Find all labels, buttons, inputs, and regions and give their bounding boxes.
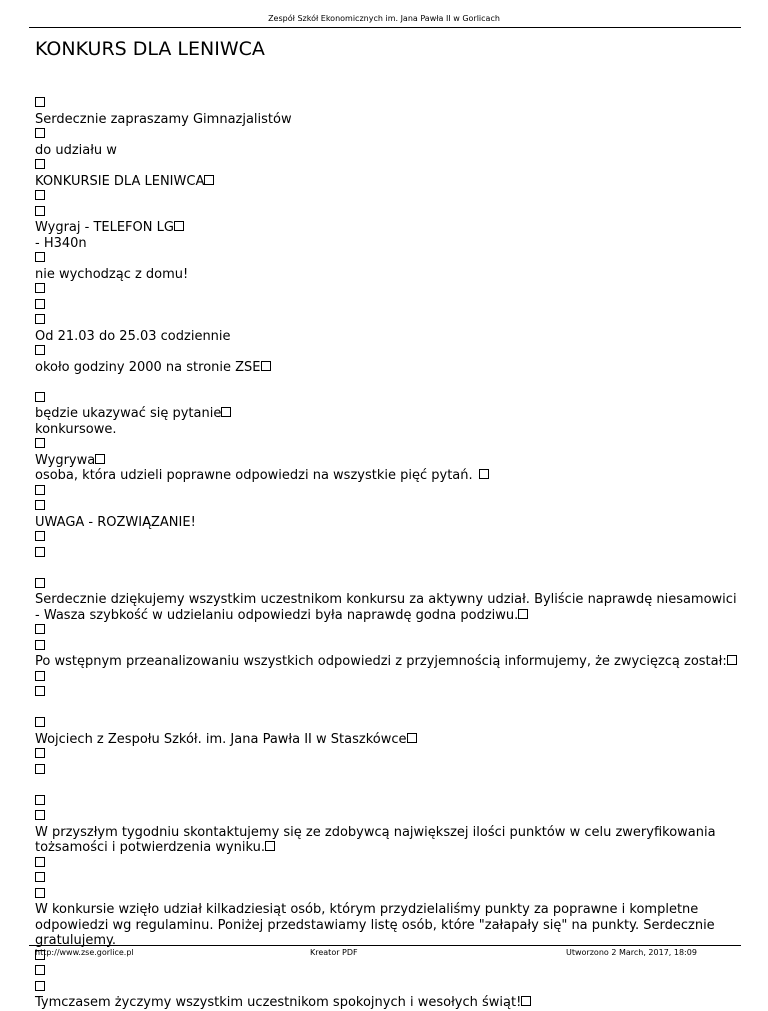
blank-line — [35, 375, 740, 391]
placeholder-glyph-row — [35, 980, 740, 996]
solution-heading: UWAGA - ROZWIĄZANIE! — [35, 514, 196, 530]
dates-text: Od 21.03 do 25.03 codziennie — [35, 328, 231, 344]
placeholder-glyph-row — [35, 763, 740, 779]
placeholder-glyph-row — [35, 546, 740, 562]
article-body — [35, 96, 740, 1011]
analysis-text: Po wstępnym przeanalizowaniu wszystkich odpowiedzi z przyjemnością informujemy, że zwycięzcą został: — [35, 654, 727, 669]
placeholder-glyph-row — [35, 344, 740, 360]
missing-glyph-icon — [35, 500, 45, 510]
placeholder-glyph-row — [35, 639, 740, 655]
question-text: będzie ukazywać się pytanie — [35, 406, 222, 421]
missing-glyph-icon — [35, 299, 45, 309]
missing-glyph-icon — [221, 407, 231, 417]
placeholder-glyph-row — [35, 484, 740, 500]
missing-glyph-icon — [204, 175, 214, 185]
participation-text: do udziału w — [35, 142, 117, 158]
missing-glyph-icon — [35, 159, 45, 169]
missing-glyph-icon — [35, 128, 45, 138]
missing-glyph-icon — [35, 748, 45, 758]
placeholder-glyph-row — [35, 716, 740, 732]
wishes-row — [35, 995, 740, 1011]
placeholder-glyph-row — [35, 189, 740, 205]
missing-glyph-icon — [35, 547, 45, 557]
placeholder-glyph-row — [35, 964, 740, 980]
missing-glyph-icon — [261, 361, 271, 371]
missing-glyph-icon — [35, 764, 45, 774]
invite-text: Serdecznie zapraszamy Gimnazjalistów — [35, 111, 292, 127]
phone-model-text: - H340n — [35, 235, 87, 251]
placeholder-glyph-row — [35, 391, 740, 407]
winner-rule-text: osoba, która udzieli poprawne odpowiedzi na wszystkie pięć pytań. — [35, 468, 473, 483]
analysis-row — [35, 654, 740, 670]
missing-glyph-icon — [407, 733, 417, 743]
placeholder-glyph-row — [35, 670, 740, 686]
footer-url: http://www.zse.gorlice.pl — [35, 948, 134, 957]
contest-name-row — [35, 174, 740, 190]
placeholder-glyph-row — [35, 747, 740, 763]
next-week-text: W przyszłym tygodniu skontaktujemy się ze zdobywcą największej ilości punktów w celu zweryfikowania tożsamości i potwierdzenia wyniku. — [35, 824, 716, 855]
placeholder-glyph-row — [35, 127, 740, 143]
placeholder-glyph-row — [35, 871, 740, 887]
missing-glyph-icon — [35, 283, 45, 293]
placeholder-glyph-row — [35, 809, 740, 825]
blank-line — [35, 778, 740, 794]
missing-glyph-icon — [35, 888, 45, 898]
missing-glyph-icon — [35, 640, 45, 650]
header-divider — [29, 27, 741, 28]
missing-glyph-icon — [35, 252, 45, 262]
footer-generator: Kreator PDF — [310, 948, 358, 957]
question-cont-text: konkursowe. — [35, 421, 117, 437]
wishes-text: Tymczasem życzymy wszystkim uczestnikom spokojnych i wesołych świąt! — [35, 995, 522, 1010]
winner-label-row — [35, 453, 740, 469]
winner-rule-row — [35, 468, 740, 484]
footer-divider — [29, 945, 741, 946]
placeholder-glyph-row — [35, 298, 740, 314]
contest-name-text: KONKURSIE DLA LENIWCA — [35, 173, 205, 189]
missing-glyph-icon — [35, 810, 45, 820]
placeholder-glyph-row — [35, 856, 740, 872]
placeholder-glyph-row — [35, 794, 740, 810]
placeholder-glyph-row — [35, 96, 740, 112]
time-row — [35, 360, 740, 376]
missing-glyph-icon — [35, 97, 45, 107]
missing-glyph-icon — [174, 221, 184, 231]
thanks-row — [35, 592, 740, 623]
missing-glyph-icon — [35, 981, 45, 991]
missing-glyph-icon — [35, 392, 45, 402]
missing-glyph-icon — [35, 965, 45, 975]
thanks-text: Serdecznie dziękujemy wszystkim uczestnikom konkursu za aktywny udział. Byliście naprawdę niesamowici - Wasza szybkość w udzielaniu odpowiedzi była naprawdę godna podziwu. — [35, 592, 737, 623]
placeholder-glyph-row — [35, 282, 740, 298]
blank-line — [35, 701, 740, 717]
placeholder-glyph-row — [35, 313, 740, 329]
placeholder-glyph-row — [35, 205, 740, 221]
missing-glyph-icon — [479, 469, 489, 479]
winner-name-row — [35, 732, 740, 748]
missing-glyph-icon — [521, 996, 531, 1006]
missing-glyph-icon — [35, 686, 45, 696]
time-text: około godziny 2000 na stronie ZSE — [35, 359, 261, 375]
placeholder-glyph-row — [35, 577, 740, 593]
missing-glyph-icon — [35, 857, 45, 867]
stay-home-text: nie wychodząc z domu! — [35, 266, 189, 282]
placeholder-glyph-row — [35, 685, 740, 701]
missing-glyph-icon — [35, 345, 45, 355]
missing-glyph-icon — [35, 190, 45, 200]
question-row — [35, 406, 740, 422]
missing-glyph-icon — [35, 531, 45, 541]
footer-created: Utworzono 2 March, 2017, 18:09 — [566, 948, 697, 957]
missing-glyph-icon — [95, 454, 105, 464]
participants-text: W konkursie wzięło udział kilkadziesiąt osób, którym przydzielaliśmy punkty za poprawne i kompletne odpowiedzi wg regulaminu. Poniżej przedstawiamy listę osób, które "załapały się" na punkty. Serdecznie gratulujemy. — [35, 902, 715, 948]
missing-glyph-icon — [35, 314, 45, 324]
missing-glyph-icon — [35, 438, 45, 448]
missing-glyph-icon — [265, 841, 275, 851]
next-week-row — [35, 825, 740, 856]
placeholder-glyph-row — [35, 530, 740, 546]
missing-glyph-icon — [35, 578, 45, 588]
missing-glyph-icon — [727, 655, 737, 665]
missing-glyph-icon — [35, 717, 45, 727]
missing-glyph-icon — [35, 206, 45, 216]
winner-name-text: Wojciech z Zespołu Szkół. im. Jana Pawła II w Staszkówce — [35, 731, 407, 747]
blank-line — [35, 561, 740, 577]
placeholder-glyph-row — [35, 887, 740, 903]
page-title: KONKURS DLA LENIWCA — [35, 38, 265, 60]
missing-glyph-icon — [35, 671, 45, 681]
missing-glyph-icon — [35, 872, 45, 882]
prize-text: Wygraj - TELEFON LG — [35, 220, 174, 235]
placeholder-glyph-row — [35, 251, 740, 267]
missing-glyph-icon — [35, 624, 45, 634]
page-header: Zespół Szkół Ekonomicznych im. Jana Pawła II w Gorlicach — [268, 14, 500, 23]
missing-glyph-icon — [35, 485, 45, 495]
missing-glyph-icon — [518, 609, 528, 619]
placeholder-glyph-row — [35, 499, 740, 515]
placeholder-glyph-row — [35, 437, 740, 453]
winner-label-text: Wygrywa — [35, 452, 96, 468]
prize-row — [35, 220, 740, 236]
placeholder-glyph-row — [35, 623, 740, 639]
placeholder-glyph-row — [35, 158, 740, 174]
missing-glyph-icon — [35, 795, 45, 805]
